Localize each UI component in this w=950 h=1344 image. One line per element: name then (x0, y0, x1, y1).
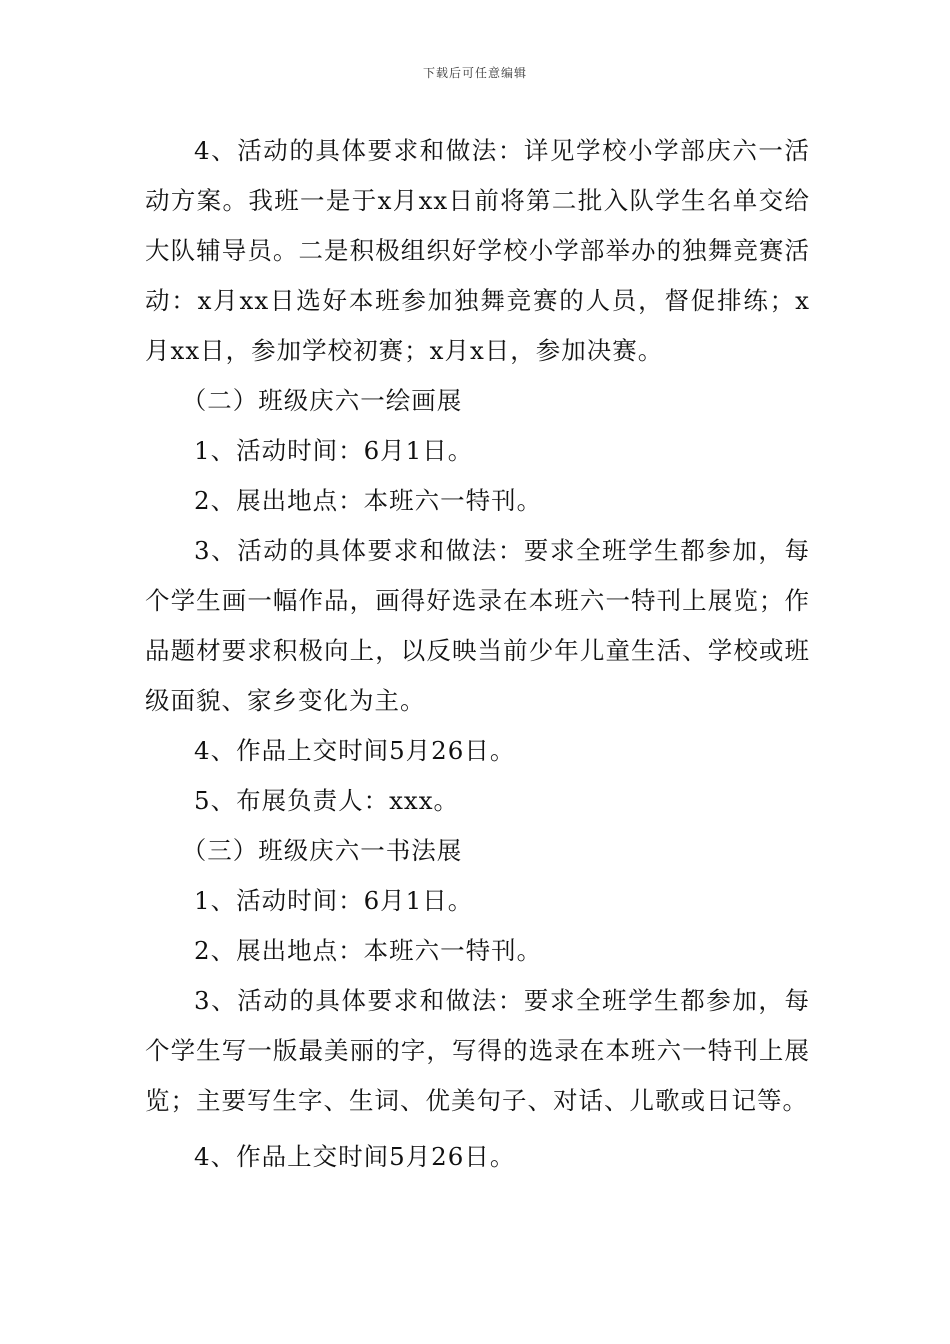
paragraph-painting-time: 1、活动时间：6月1日。 (194, 436, 474, 465)
paragraph-calligraphy-time: 1、活动时间：6月1日。 (194, 886, 474, 915)
section-heading-calligraphy-exhibition: （三）班级庆六一书法展 (181, 836, 463, 865)
document-body (145, 126, 810, 1182)
paragraph-painting-deadline: 4、作品上交时间5月26日。 (194, 736, 516, 765)
paragraph-calligraphy-requirements: 3、活动的具体要求和做法：要求全班学生都参加，每个学生写一版最美丽的字，写得的选录在本班六一特刊上展览；主要写生字、生词、优美句子、对话、儿歌或日记等。 (145, 986, 810, 1115)
paragraph-activity-requirements: 4、活动的具体要求和做法：详见学校小学部庆六一活动方案。我班一是于x月xx日前将第二批入队学生名单交给大队辅导员。二是积极组织好学校小学部举办的独舞竞赛活动：x月xx日选好本班参加独舞竞赛的人员，督促排练；x月xx日，参加学校初赛；x月x日，参加决赛。 (145, 136, 810, 365)
paragraph-painting-owner: 5、布展负责人：xxx。 (194, 786, 460, 815)
paragraph-calligraphy-location: 2、展出地点：本班六一特刊。 (194, 936, 543, 965)
paragraph-painting-requirements: 3、活动的具体要求和做法：要求全班学生都参加，每个学生画一幅作品，画得好选录在本班六一特刊上展览；作品题材要求积极向上，以反映当前少年儿童生活、学校或班级面貌、家乡变化为主。 (145, 536, 810, 715)
paragraph-painting-location: 2、展出地点：本班六一特刊。 (194, 486, 543, 515)
section-heading-painting-exhibition: （二）班级庆六一绘画展 (181, 386, 463, 415)
paragraph-calligraphy-deadline: 4、作品上交时间5月26日。 (194, 1142, 516, 1171)
page-header: 下载后可任意编辑 (422, 66, 527, 80)
